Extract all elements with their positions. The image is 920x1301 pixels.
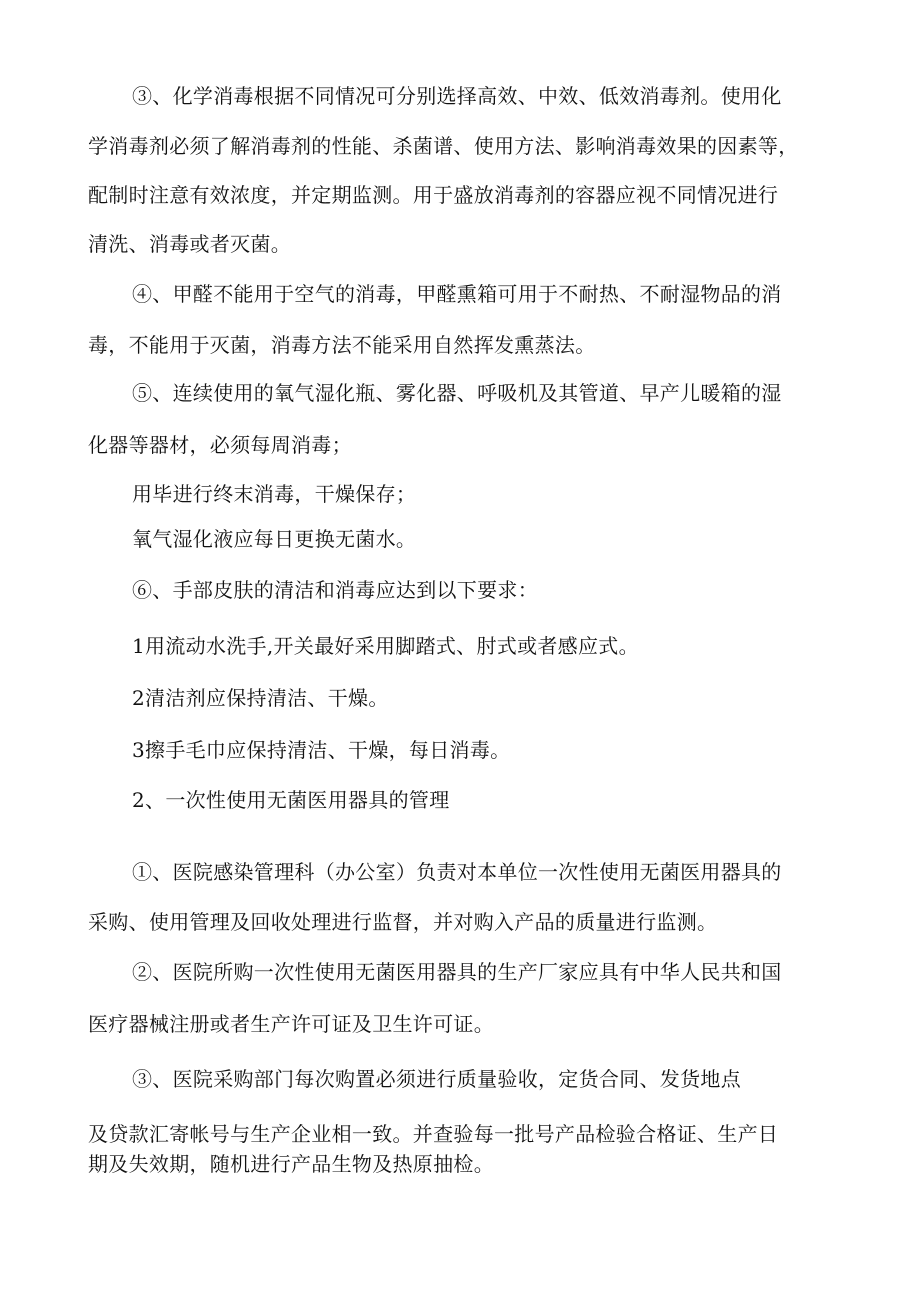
text-line: 采购、使用管理及回收处理进行监督，并对购入产品的质量进行监测。	[88, 910, 718, 934]
text-line: ⑥、手部皮肤的清洁和消毒应达到以下要求：	[132, 578, 538, 602]
text-line: ④、甲醛不能用于空气的消毒，甲醛熏箱可用于不耐热、不耐湿物品的消	[132, 282, 782, 306]
text-line: 学消毒剂必须了解消毒剂的性能、杀菌谱、使用方法、影响消毒效果的因素等，	[88, 134, 799, 158]
text-line: 1用流动水洗手,开关最好采用脚踏式、肘式或者感应式。	[132, 634, 639, 658]
text-line: 期及失效期，随机进行产品生物及热原抽检。	[88, 1152, 494, 1176]
text-line: 用毕进行终末消毒，干燥保存；	[132, 482, 417, 506]
text-line: 3擦手毛巾应保持清洁、干燥，每日消毒。	[132, 738, 511, 762]
text-line: ①、医院感染管理科（办公室）负责对本单位一次性使用无菌医用器具的	[132, 860, 782, 884]
section-heading: 2、一次性使用无菌医用器具的管理	[132, 788, 450, 812]
text-line: ②、医院所购一次性使用无菌医用器具的生产厂家应具有中华人民共和国	[132, 960, 782, 984]
text-line: ③、化学消毒根据不同情况可分别选择高效、中效、低效消毒剂。使用化	[132, 84, 782, 108]
text-line: ⑤、连续使用的氧气湿化瓶、雾化器、呼吸机及其管道、早产儿暖箱的湿	[132, 381, 782, 405]
text-line: 清洗、消毒或者灭菌。	[88, 232, 291, 256]
text-line: 配制时注意有效浓度，并定期监测。用于盛放消毒剂的容器应视不同情况进行	[88, 183, 779, 207]
text-line: ③、医院采购部门每次购置必须进行质量验收，定货合同、发货地点	[132, 1067, 741, 1091]
text-line: 及贷款汇寄帐号与生产企业相一致。并查验每一批号产品检验合格证、生产日	[88, 1122, 779, 1146]
text-line: 氧气湿化液应每日更换无菌水。	[132, 527, 417, 551]
text-line: 医疗器械注册或者生产许可证及卫生许可证。	[88, 1012, 494, 1036]
text-line: 2清洁剂应保持清洁、干燥。	[132, 686, 389, 710]
text-line: 毒，不能用于灭菌，消毒方法不能采用自然挥发熏蒸法。	[88, 333, 596, 357]
text-line: 化器等器材，必须每周消毒；	[88, 433, 352, 457]
